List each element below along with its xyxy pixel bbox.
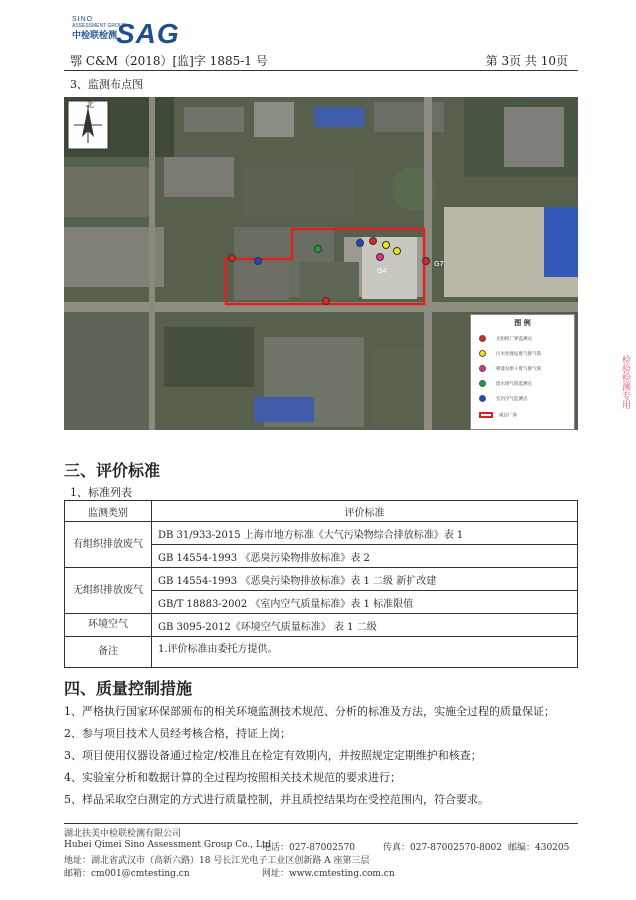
footer-email: 邮箱：cm001@cmtesting.cn <box>64 869 190 879</box>
logo-group-text: ASSESSMENT GROUP <box>72 23 126 29</box>
marker-boundary-south <box>322 297 330 305</box>
marker-boundary-north <box>369 237 377 245</box>
marker-magenta <box>376 253 384 261</box>
blue-dot-icon <box>479 395 486 402</box>
qc-item: 5、样品采取空白测定的方式进行质量控制，并且质控结果均在受控范围内，符合要求。 <box>64 793 489 806</box>
legend-title: 图 例 <box>514 319 531 327</box>
legend-item: 废水排气筒监测点 <box>479 380 532 387</box>
table-cell-category: 无组织排放废气 <box>65 568 152 614</box>
table-cell-category: 有组织排放废气 <box>65 522 152 568</box>
green-dot-icon <box>479 380 486 387</box>
table-header-cell: 评价标准 <box>152 501 578 522</box>
header-rule <box>64 70 578 71</box>
logo-cn-text: 中检联检测 <box>72 30 118 40</box>
marker-blue-2 <box>356 239 364 247</box>
label-g7: G7 <box>434 260 444 268</box>
yellow-dot-icon <box>479 350 486 357</box>
table-cell: GB 3095-2012《环境空气质量标准》 表 1 二级 <box>152 614 578 637</box>
seal-stamp: 检验检测专用 <box>620 355 630 409</box>
footer-address: 地址：湖北省武汉市（高新六路）18 号长江光电子工业区创新路 A 座第三层 <box>64 856 370 866</box>
marker-yellow-2 <box>393 247 401 255</box>
monitoring-site-map <box>64 97 578 430</box>
table-header-row <box>65 501 578 522</box>
footer-fax: 传真：027-87002570-8002 <box>383 843 502 853</box>
qc-item: 4、实验室分析和数据计算的全过程均按照相关技术规范的要求进行； <box>64 771 401 784</box>
table-row <box>65 614 578 637</box>
section-standard-title: 三、评价标准 <box>64 461 161 480</box>
logo-sag: SAG <box>116 18 180 49</box>
north-label: 北 <box>86 100 94 109</box>
label-g4: G4 <box>377 267 387 275</box>
standard-list-subtitle: 1、标准列表 <box>70 486 132 499</box>
red-dot-icon <box>479 335 486 342</box>
boundary-box-icon <box>479 412 493 418</box>
page-number: 第 3页 共 10页 <box>485 54 568 68</box>
table-cell: GB/T 18883-2002 《室内空气质量标准》表 1 标准限值 <box>152 591 578 614</box>
footer-website: 网址：www.cmtesting.com.cn <box>262 869 395 879</box>
marker-yellow-1 <box>382 241 390 249</box>
legend-item: 室内空气监测点 <box>479 395 528 402</box>
marker-green <box>314 245 322 253</box>
legend-item: 无组织厂界监测点 <box>479 335 532 342</box>
footer-postcode: 邮编：430205 <box>508 843 570 853</box>
footer-rule <box>64 823 578 824</box>
standard-table <box>64 500 578 668</box>
marker-boundary-east <box>422 257 430 265</box>
marker-blue <box>254 257 262 265</box>
footer-company-cn: 湖北扶美中检联检测有限公司 <box>64 829 182 839</box>
map-subtitle: 3、监测布点图 <box>70 78 143 91</box>
qc-item: 1、严格执行国家环保部颁布的相关环境监测技术规范、分析的标准及方法，实施全过程的质量保证； <box>64 705 555 718</box>
table-cell: DB 31/933-2015 上海市地方标准《大气污染物综合排放标准》表 1 <box>152 522 578 545</box>
section-qc-title: 四、质量控制措施 <box>64 679 193 698</box>
table-row <box>65 637 578 668</box>
legend-item: 喷漆及烘干废气排气筒 <box>479 365 541 372</box>
document-number: 鄂 C&M（2018）[监]字 1885-1 号 <box>70 54 268 68</box>
table-row <box>65 568 578 591</box>
qc-item: 2、参与项目技术人员经考核合格，持证上岗； <box>64 727 291 740</box>
table-row <box>65 522 578 545</box>
marker-boundary-west <box>228 254 236 262</box>
table-cell-category: 环境空气 <box>65 614 152 637</box>
map-legend <box>470 314 575 430</box>
table-header-cell: 监测类别 <box>65 501 152 522</box>
footer-company-en: Hubei Qimei Sino Assessment Group Co., Ltd <box>64 840 272 850</box>
legend-item: 项目厂界 <box>479 412 517 419</box>
table-cell: GB 14554-1993 《恶臭污染物排放标准》表 2 <box>152 545 578 568</box>
table-cell: GB 14554-1993 《恶臭污染物排放标准》表 1 二级 新扩改建 <box>152 568 578 591</box>
table-cell: 1.评价标准由委托方提供。 <box>152 637 578 668</box>
footer-tel: 电话：027-87002570 <box>262 843 356 853</box>
logo-sino-text: SINO <box>72 16 94 23</box>
magenta-dot-icon <box>479 365 486 372</box>
qc-item: 3、项目使用仪器设备通过检定/校准且在检定有效期内，并按照规定定期维护和核查； <box>64 749 482 762</box>
legend-item: 污水处理站废气排气筒 <box>479 350 541 357</box>
table-cell-category: 备注 <box>65 637 152 668</box>
